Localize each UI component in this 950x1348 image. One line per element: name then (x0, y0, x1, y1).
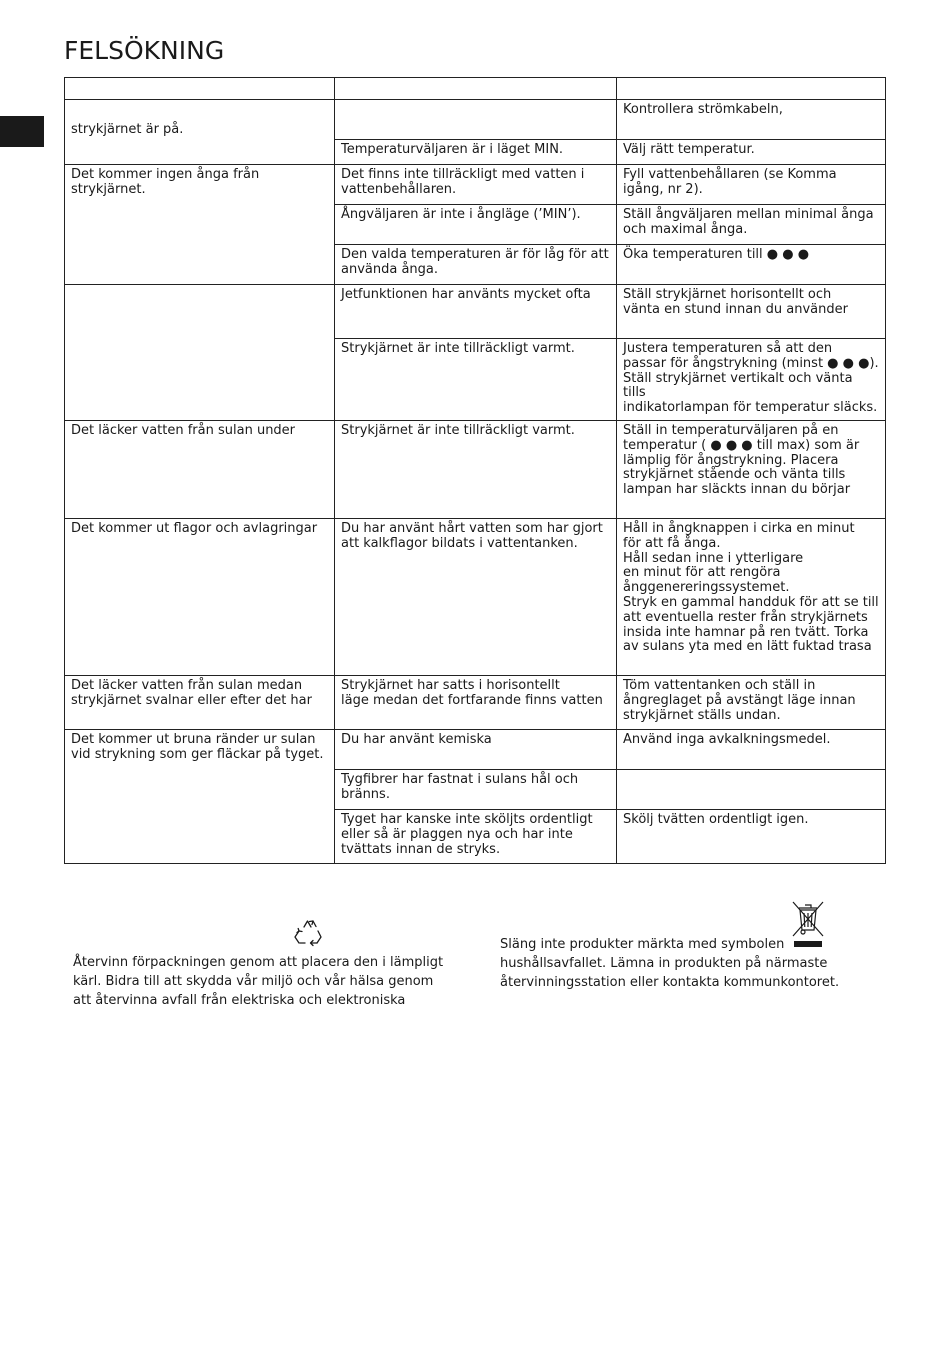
cause-cell: Den valda temperaturen är för låg för att använda ånga. (335, 245, 617, 285)
solution-cell: Ställ strykjärnet horisontellt och vänta en stund innan du använder (617, 285, 886, 339)
cause-cell (335, 100, 617, 140)
solution-cell: Välj rätt temperatur. (617, 140, 886, 165)
page-title: FELSÖKNING (64, 36, 225, 65)
solution-cell: Fyll vattenbehållaren (se Komma igång, nr 2). (617, 165, 886, 205)
solution-cell: Håll in ångknappen i cirka en minut för att få ånga. Håll sedan inne i ytterligare en minut för att rengöra ånggenereringssystemet. Stryk en gammal handduk för att se till att eventuella rester från strykjärnets insida inte hamnar på ren tvätt. Torka av sulans yta med en lätt fuktad trasa (617, 518, 886, 675)
solution-cell: Öka temperaturen till ● ● ● (617, 245, 886, 285)
header-cell-solution (617, 78, 886, 100)
table-row (65, 165, 886, 205)
table-row (65, 285, 886, 339)
problem-cell: Det kommer ut flagor och avlagringar (65, 518, 335, 675)
cause-cell: Strykjärnet är inte tillräckligt varmt. (335, 420, 617, 518)
table-row (65, 729, 886, 769)
table-row (65, 675, 886, 729)
cause-cell: Du har använt kemiska (335, 729, 617, 769)
cause-cell: Du har använt hårt vatten som har gjort att kalkflagor bildats i vattentanken. (335, 518, 617, 675)
cause-cell: Strykjärnet har satts i horisontellt läge medan det fortfarande finns vatten (335, 675, 617, 729)
table-row (65, 100, 886, 140)
solution-cell: Kontrollera strömkabeln, (617, 100, 886, 140)
recycling-notice-text: Återvinn förpackningen genom att placera den i lämpligt kärl. Bidra till att skydda vår miljö och vår hälsa genom att återvinna avfall från elektriska och elektroniska (73, 955, 444, 1008)
cause-cell: Tyget har kanske inte sköljts ordentligt eller så är plaggen nya och har inte tvättats innan de stryks. (335, 809, 617, 863)
problem-cell (65, 285, 335, 421)
solution-cell (617, 769, 886, 809)
solution-cell: Använd inga avkalkningsmedel. (617, 729, 886, 769)
section-tab-marker (0, 116, 44, 147)
troubleshooting-table (64, 77, 886, 864)
problem-cell: Det kommer ut bruna ränder ur sulan vid strykning som ger fläckar på tyget. (65, 729, 335, 863)
solution-cell: Töm vattentanken och ställ in ångreglaget på avstängt läge innan strykjärnet ställs undan. (617, 675, 886, 729)
solution-cell: Ställ ångväljaren mellan minimal ånga och maximal ånga. (617, 205, 886, 245)
recycle-icon (292, 918, 324, 948)
problem-cell: Det läcker vatten från sulan medan strykjärnet svalnar eller efter det har (65, 675, 335, 729)
problem-cell: Det läcker vatten från sulan under (65, 420, 335, 518)
solution-cell: Justera temperaturen så att den passar för ångstrykning (minst ● ● ●). Ställ strykjärnet vertikalt och vänta tills indikatorlampan för temperatur släcks. (617, 339, 886, 421)
header-cell-problem (65, 78, 335, 100)
cause-cell: Strykjärnet är inte tillräckligt varmt. (335, 339, 617, 421)
solution-cell: Skölj tvätten ordentligt igen. (617, 809, 886, 863)
table-header-row (65, 78, 886, 100)
header-cell-cause (335, 78, 617, 100)
cause-cell: Jetfunktionen har använts mycket ofta (335, 285, 617, 339)
solution-cell: Ställ in temperaturväljaren på en temperatur ( ● ● ● till max) som är lämplig för ångstrykning. Placera strykjärnet stående och vänta tills lampan har släckts innan du börjar (617, 420, 886, 518)
cause-cell: Ångväljaren är inte i ångläge (’MIN’). (335, 205, 617, 245)
problem-cell: strykjärnet är på. (65, 100, 335, 165)
problem-cell: Det kommer ingen ånga från strykjärnet. (65, 165, 335, 285)
cause-cell: Det finns inte tillräckligt med vatten i vattenbehållaren. (335, 165, 617, 205)
table-row (65, 518, 886, 675)
cause-cell: Temperaturväljaren är i läget MIN. (335, 140, 617, 165)
table-row (65, 420, 886, 518)
disposal-notice-text: Släng inte produkter märkta med symbolen hushållsavfallet. Lämna in produkten på närmaste återvinningsstation eller kontakta kommunkontoret. (500, 937, 840, 990)
cause-cell: Tygfibrer har fastnat i sulans hål och bränns. (335, 769, 617, 809)
